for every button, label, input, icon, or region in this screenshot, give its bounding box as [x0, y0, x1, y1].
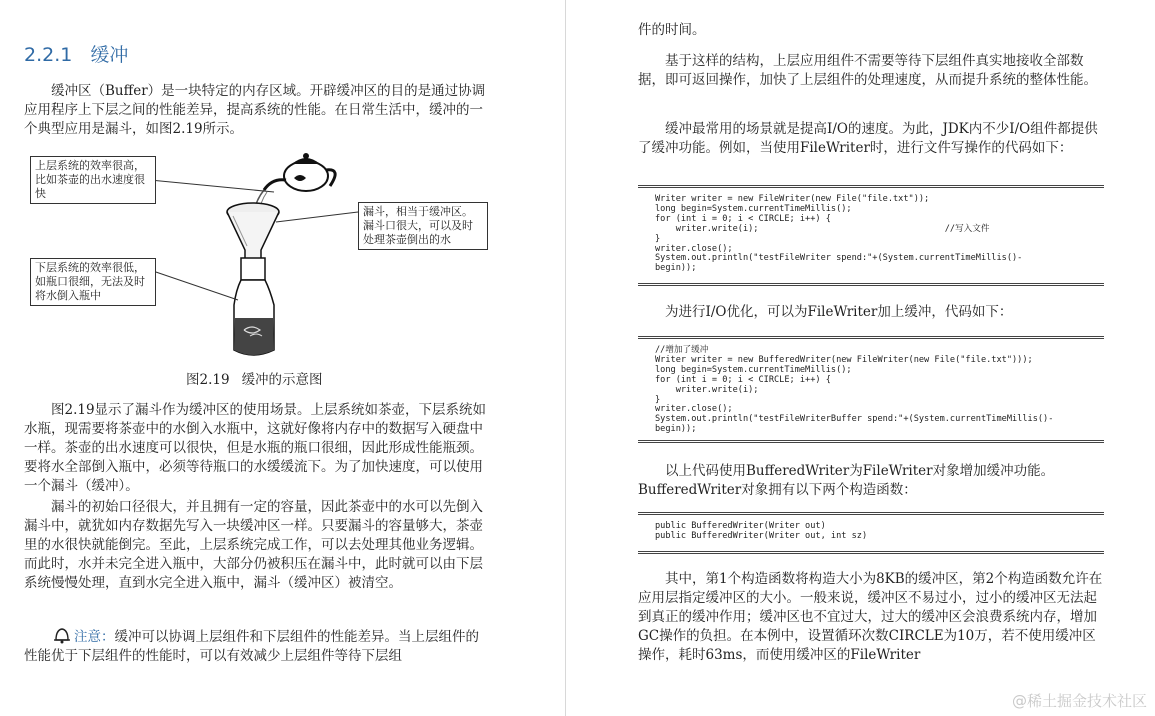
code-block-constructors: public BufferedWriter(Writer out) public BufferedWriter(Writer out, int sz): [638, 512, 1104, 554]
figure-caption: [186, 368, 323, 388]
paragraph-buffer-intro: 缓冲区（Buffer）是一块特定的内存区域。开辟缓冲区的目的是通过协调应用程序上下层之间的性能差异，提高系统的性能。在日常生活中，缓冲的一个典型应用是漏斗，如图2.19所示。: [24, 83, 486, 137]
figure-caption-text: 缓冲的示意图: [241, 372, 323, 388]
code-block-bufferedwriter: //增加了缓冲 Writer writer = new BufferedWriter(new FileWriter(new File("file.txt"))); long begin=System.currentTimeMillis(); for (int i = 0; i < CIRCLE; i++) { writer.write(i); } writer.close(); System.out.println("testFileWriterBuffer spend:"+(System.currentTimeMillis()- begin));: [638, 336, 1104, 443]
paragraph-structure-benefit: 基于这样的结构，上层应用组件不需要等待下层组件真实地接收全部数据，即可返回操作，加快了上层组件的处理速度，从而提升系统的整体性能。: [638, 53, 1097, 88]
callout-lower-system: 下层系统的效率很低，如瓶口很细，无法及时将水倒入瓶中: [30, 258, 156, 306]
code-block-filewriter: Writer writer = new FileWriter(new File("file.txt")); long begin=System.currentTimeMillis(); for (int i = 0; i < CIRCLE; i++) { writer.write(i); //写入文件 } writer.close(); System.out.println("testFileWriter spend:"+(System.currentTimeMillis()- begin));: [638, 185, 1104, 286]
note-label: 注意：: [74, 629, 115, 645]
section-heading: [24, 40, 128, 67]
callout-funnel: 漏斗，相当于缓冲区。漏斗口很大，可以及时处理茶壶倒出的水: [358, 202, 488, 250]
note-text: 缓冲可以协调上层组件和下层组件的性能差异。当上层组件的性能优于下层组件的性能时，可以有效减少上层组件等待下层组: [24, 629, 479, 664]
paragraph-funnel-scene: 图2.19显示了漏斗作为缓冲区的使用场景。上层系统如茶壶，下层系统如水瓶，现需要将茶壶中的水倒入水瓶中，这就好像将内存中的数据写入硬盘中一样。茶壶的出水速度可以很快，但是水瓶的瓶口很细，因此形成性能瓶颈。要将水全部倒入瓶中，必须等待瓶口的水缓缓流下。为了加快速度，可以使用一个漏斗（缓冲）。: [24, 402, 487, 494]
paragraph-io-buffer: 缓冲最常用的场景就是提高I/O的速度。为此，JDK内不少I/O组件都提供了缓冲功能。例如，当使用FileWriter时，进行文件写操作的代码如下：: [638, 121, 1098, 156]
paragraph-funnel-capacity: 漏斗的初始口径很大，并且拥有一定的容量，因此茶壶中的水可以先倒入漏斗中，就犹如内存数据先写入一块缓冲区一样。只要漏斗的容量够大，茶壶里的水很快就能倒完。至此，上层系统完成工作，可以去处理其他业务逻辑。而此时，水并未完全进入瓶中，大部分仍被积压在漏斗中，此时就可以由下层系统慢慢处理，直到水完全进入瓶中，漏斗（缓冲区）被清空。: [24, 499, 483, 591]
paragraph-add-buffer: 为进行I/O优化，可以为FileWriter加上缓冲，代码如下：: [665, 304, 1013, 320]
watermark: @稀土掘金技术社区: [1011, 692, 1147, 710]
paragraph-continued: 件的时间。: [638, 22, 706, 38]
paragraph-constructors-intro: 以上代码使用BufferedWriter为FileWriter对象增加缓冲功能。BufferedWriter对象拥有以下两个构造函数：: [638, 463, 1055, 498]
bottle-icon: [234, 258, 274, 355]
section-title: 缓冲: [90, 44, 129, 66]
note-paragraph: [24, 628, 492, 666]
funnel-figure: [24, 150, 492, 365]
paragraph-buffer-size: 其中，第1个构造函数将构造大小为8KB的缓冲区，第2个构造函数允许在应用层指定缓冲区的大小。一般来说，缓冲区不易过小，过小的缓冲区无法起到真正的缓冲作用；缓冲区也不宜过大，过大的缓冲区会浪费系统内存，增加GC操作的负担。在本例中，设置循环次数CIRCLE为10万，若不使用缓冲区操作，耗时63ms，而使用缓冲区的FileWriter: [638, 571, 1103, 663]
teapot-icon: [264, 153, 335, 191]
figure-number: 图2.19: [186, 372, 230, 388]
callout-upper-system: 上层系统的效率很高，比如茶壶的出水速度很快: [30, 156, 156, 204]
page-divider: [565, 0, 566, 716]
section-number: 2.2.1: [24, 44, 73, 66]
